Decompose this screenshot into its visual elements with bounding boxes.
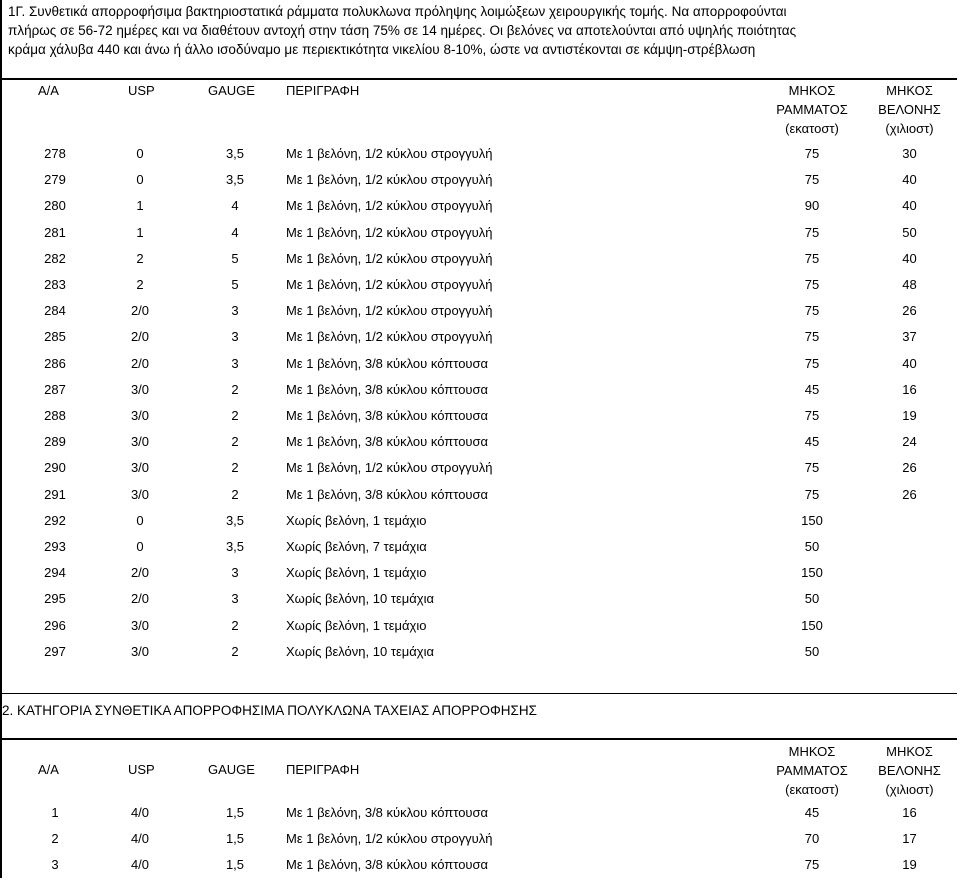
header-aa: Α/Α <box>38 762 59 777</box>
cell-aa: 283 <box>44 277 66 292</box>
table-row <box>0 382 957 408</box>
cell-usp: 3/0 <box>130 381 150 397</box>
cell-aa: 278 <box>44 146 66 161</box>
header-suture-line-3: (εκατοστ) <box>785 782 839 797</box>
cell-gauge: 1,5 <box>225 805 245 820</box>
table-row <box>0 805 957 831</box>
header-usp: USP <box>128 83 155 98</box>
cell-usp: 3/0 <box>130 617 150 633</box>
cell-usp: 2 <box>136 277 144 292</box>
table-row <box>0 303 957 329</box>
cell-aa: 289 <box>44 434 66 450</box>
cell-desc: Χωρίς βελόνη, 10 τεμάχια <box>286 643 434 659</box>
cell-desc: Με 1 βελόνη, 3/8 κύκλου κόπτουσα <box>286 381 489 397</box>
cell-suture: 75 <box>804 277 820 292</box>
table-row <box>0 857 957 883</box>
header-needle-line-3: (χιλιοστ) <box>885 782 934 797</box>
table-row <box>0 644 957 670</box>
cell-usp: 2/0 <box>130 303 150 319</box>
cell-suture: 75 <box>804 460 820 476</box>
header-suture-line-1: ΜΗΚΟΣ <box>788 744 836 759</box>
table-row <box>0 434 957 460</box>
header-gauge: GAUGE <box>208 762 255 777</box>
cell-aa: 285 <box>44 329 66 345</box>
header-description: ΠΕΡΙΓΡΑΦΗ <box>286 83 360 98</box>
cell-desc: Με 1 βελόνη, 1/2 κύκλου στρογγυλή <box>286 277 493 292</box>
header-needle-line-1: ΜΗΚΟΣ <box>886 744 933 759</box>
cell-desc: Χωρίς βελόνη, 1 τεμάχιο <box>286 565 427 581</box>
header-needle-line-2: ΒΕΛΟΝΗΣ <box>878 102 941 117</box>
cell-suture: 75 <box>804 224 820 240</box>
table-row <box>0 831 957 857</box>
section2-title: 2. ΚΑΤΗΓΟΡΙΑ ΣΥΝΘΕΤΙΚΑ ΑΠΟΡΡΟΦΗΣΙΜΑ ΠΟΛΥΚΛΩΝΑ ΤΑΧΕΙΑΣ ΑΠΟΡΡΟΦΗΣΗΣ <box>2 703 537 718</box>
cell-desc: Χωρίς βελόνη, 10 τεμάχια <box>286 591 434 607</box>
header-suture-length <box>762 81 862 138</box>
cell-aa: 280 <box>44 198 66 214</box>
cell-needle: 16 <box>902 381 917 397</box>
cell-gauge: 3 <box>231 303 239 319</box>
cell-aa: 286 <box>44 355 66 371</box>
header-suture-length <box>762 742 862 799</box>
cell-aa: 2 <box>51 831 59 846</box>
header-gauge: GAUGE <box>208 83 255 98</box>
cell-gauge: 4 <box>231 198 239 214</box>
intro-line-1: 1Γ. Συνθετικά απορροφήσιμα βακτηριοστατικά ράμματα πολυκλωνα πρόληψης λοιμώξεων χειρουργικής τομής. Να απορροφούνται <box>8 4 787 19</box>
header-needle-length <box>862 742 957 799</box>
cell-needle: 26 <box>902 486 917 502</box>
header-aa: Α/Α <box>38 83 59 98</box>
cell-desc: Με 1 βελόνη, 1/2 κύκλου στρογγυλή <box>286 146 493 161</box>
cell-suture: 50 <box>804 643 820 659</box>
table-row <box>0 277 957 303</box>
cell-suture: 45 <box>804 434 820 450</box>
cell-usp: 0 <box>136 172 144 188</box>
cell-suture: 45 <box>804 805 820 820</box>
cell-gauge: 1,5 <box>225 831 245 846</box>
header-suture-line-1: ΜΗΚΟΣ <box>788 83 836 98</box>
cell-gauge: 2 <box>231 408 239 423</box>
cell-desc: Με 1 βελόνη, 3/8 κύκλου κόπτουσα <box>286 857 489 872</box>
cell-desc: Με 1 βελόνη, 1/2 κύκλου στρογγυλή <box>286 172 493 188</box>
cell-aa: 294 <box>44 565 66 581</box>
cell-suture: 90 <box>804 198 820 214</box>
table-row <box>0 198 957 224</box>
cell-suture: 75 <box>804 486 820 502</box>
table-row <box>0 146 957 172</box>
cell-usp: 2/0 <box>130 591 150 607</box>
header-suture-line-2: ΡΑΜΜΑΤΟΣ <box>776 102 848 117</box>
cell-needle: 19 <box>902 857 917 872</box>
cell-usp: 3/0 <box>130 434 150 450</box>
cell-usp: 0 <box>136 512 144 528</box>
cell-usp: 0 <box>136 539 144 554</box>
cell-desc: Με 1 βελόνη, 1/2 κύκλου στρογγυλή <box>286 329 493 345</box>
table-row <box>0 172 957 198</box>
cell-needle: 26 <box>902 303 917 319</box>
cell-aa: 296 <box>44 617 66 633</box>
cell-needle: 26 <box>902 460 917 476</box>
cell-needle: 19 <box>902 408 917 423</box>
cell-suture: 70 <box>804 831 820 846</box>
cell-usp: 0 <box>136 146 144 161</box>
cell-usp: 3/0 <box>130 408 150 423</box>
cell-suture: 50 <box>804 539 820 554</box>
cell-desc: Χωρίς βελόνη, 1 τεμάχιο <box>286 512 427 528</box>
table-row <box>0 565 957 591</box>
cell-usp: 1 <box>136 224 144 240</box>
cell-usp: 3/0 <box>130 486 150 502</box>
cell-usp: 4/0 <box>130 831 150 846</box>
cell-desc: Με 1 βελόνη, 3/8 κύκλου κόπτουσα <box>286 805 489 820</box>
header-needle-line-2: ΒΕΛΟΝΗΣ <box>878 763 941 778</box>
table-row <box>0 618 957 644</box>
cell-gauge: 3 <box>231 591 239 607</box>
cell-aa: 282 <box>44 250 66 266</box>
cell-needle: 37 <box>902 329 917 345</box>
cell-desc: Με 1 βελόνη, 3/8 κύκλου κόπτουσα <box>286 355 489 371</box>
cell-gauge: 5 <box>231 277 239 292</box>
cell-usp: 2/0 <box>130 329 150 345</box>
cell-suture: 45 <box>804 381 820 397</box>
cell-aa: 293 <box>44 539 66 554</box>
table-row <box>0 513 957 539</box>
cell-suture: 50 <box>804 591 820 607</box>
cell-usp: 2/0 <box>130 355 150 371</box>
header-description: ΠΕΡΙΓΡΑΦΗ <box>286 762 360 777</box>
cell-suture: 150 <box>801 565 823 581</box>
intro-block <box>2 0 957 80</box>
cell-usp: 4/0 <box>130 857 150 872</box>
cell-desc: Χωρίς βελόνη, 7 τεμάχια <box>286 539 427 554</box>
cell-needle: 30 <box>902 146 917 161</box>
cell-aa: 3 <box>51 857 59 872</box>
cell-gauge: 3 <box>231 355 239 371</box>
cell-gauge: 3,5 <box>225 512 245 528</box>
cell-suture: 75 <box>804 172 820 188</box>
cell-desc: Με 1 βελόνη, 3/8 κύκλου κόπτουσα <box>286 486 489 502</box>
cell-needle: 40 <box>902 198 917 214</box>
cell-aa: 279 <box>44 172 66 188</box>
cell-needle: 40 <box>902 250 917 266</box>
cell-gauge: 1,5 <box>225 857 245 872</box>
cell-aa: 287 <box>44 381 66 397</box>
cell-usp: 2 <box>136 250 144 266</box>
table-row <box>0 356 957 382</box>
cell-needle: 48 <box>902 277 917 292</box>
table-row <box>0 408 957 434</box>
cell-usp: 1 <box>136 198 144 214</box>
table-row <box>0 487 957 513</box>
cell-gauge: 3,5 <box>225 146 245 161</box>
cell-desc: Με 1 βελόνη, 1/2 κύκλου στρογγυλή <box>286 198 493 214</box>
header-suture-line-3: (εκατοστ) <box>785 121 839 136</box>
cell-suture: 75 <box>804 408 820 423</box>
cell-gauge: 4 <box>231 224 239 240</box>
header-needle-length <box>862 81 957 138</box>
cell-needle: 40 <box>902 172 917 188</box>
cell-desc: Με 1 βελόνη, 1/2 κύκλου στρογγυλή <box>286 460 493 476</box>
cell-gauge: 3 <box>231 329 239 345</box>
divider-line <box>2 693 957 694</box>
table-row <box>0 460 957 486</box>
cell-gauge: 2 <box>231 643 239 659</box>
table-row <box>0 329 957 355</box>
header-usp: USP <box>128 762 155 777</box>
cell-desc: Χωρίς βελόνη, 1 τεμάχιο <box>286 617 427 633</box>
intro-line-3: κράμα χάλυβα 440 και άνω ή άλλο ισοδύναμο με περιεκτικότητα νικελίου 8-10%, ώστε να αντιστέκονται σε κάμψη-στρέβλωση <box>8 42 756 57</box>
cell-desc: Με 1 βελόνη, 1/2 κύκλου στρογγυλή <box>286 250 493 266</box>
table-row <box>0 251 957 277</box>
cell-usp: 2/0 <box>130 565 150 581</box>
cell-gauge: 2 <box>231 381 239 397</box>
table-row <box>0 539 957 565</box>
header-needle-line-1: ΜΗΚΟΣ <box>886 83 933 98</box>
cell-aa: 1 <box>51 805 59 820</box>
cell-suture: 150 <box>801 512 823 528</box>
table-row <box>0 225 957 251</box>
cell-suture: 75 <box>804 250 820 266</box>
cell-gauge: 3,5 <box>225 172 245 188</box>
cell-gauge: 2 <box>231 617 239 633</box>
cell-desc: Με 1 βελόνη, 3/8 κύκλου κόπτουσα <box>286 434 489 450</box>
cell-suture: 75 <box>804 329 820 345</box>
cell-gauge: 2 <box>231 460 239 476</box>
intro-line-2: πλήρως σε 56-72 ημέρες και να διαθέτουν αντοχή στην τάση 75% σε 14 ημέρες. Οι βελόνες να αποτελούνται από υψηλής ποιότητας <box>8 23 797 38</box>
cell-needle: 50 <box>902 224 917 240</box>
cell-suture: 75 <box>804 857 820 872</box>
cell-suture: 150 <box>801 617 823 633</box>
table-row <box>0 591 957 617</box>
cell-gauge: 3,5 <box>225 539 245 554</box>
cell-aa: 295 <box>44 591 66 607</box>
cell-suture: 75 <box>804 355 820 371</box>
cell-suture: 75 <box>804 303 820 319</box>
cell-usp: 4/0 <box>130 805 150 820</box>
cell-gauge: 3 <box>231 565 239 581</box>
cell-aa: 290 <box>44 460 66 476</box>
cell-aa: 284 <box>44 303 66 319</box>
cell-desc: Με 1 βελόνη, 1/2 κύκλου στρογγυλή <box>286 303 493 319</box>
cell-usp: 3/0 <box>130 460 150 476</box>
cell-gauge: 2 <box>231 434 239 450</box>
cell-gauge: 5 <box>231 250 239 266</box>
cell-aa: 288 <box>44 408 66 423</box>
cell-needle: 24 <box>902 434 917 450</box>
cell-usp: 3/0 <box>130 643 150 659</box>
cell-needle: 40 <box>902 355 917 371</box>
cell-desc: Με 1 βελόνη, 3/8 κύκλου κόπτουσα <box>286 408 489 423</box>
cell-aa: 281 <box>44 224 66 240</box>
cell-aa: 297 <box>44 643 66 659</box>
header-suture-line-2: ΡΑΜΜΑΤΟΣ <box>776 763 848 778</box>
cell-needle: 17 <box>902 831 917 846</box>
cell-suture: 75 <box>804 146 820 161</box>
cell-aa: 292 <box>44 512 66 528</box>
cell-aa: 291 <box>44 486 66 502</box>
cell-desc: Με 1 βελόνη, 1/2 κύκλου στρογγυλή <box>286 831 493 846</box>
header-needle-line-3: (χιλιοστ) <box>885 121 934 136</box>
cell-desc: Με 1 βελόνη, 1/2 κύκλου στρογγυλή <box>286 224 493 240</box>
cell-needle: 16 <box>902 805 917 820</box>
cell-gauge: 2 <box>231 486 239 502</box>
divider-line <box>2 738 957 740</box>
